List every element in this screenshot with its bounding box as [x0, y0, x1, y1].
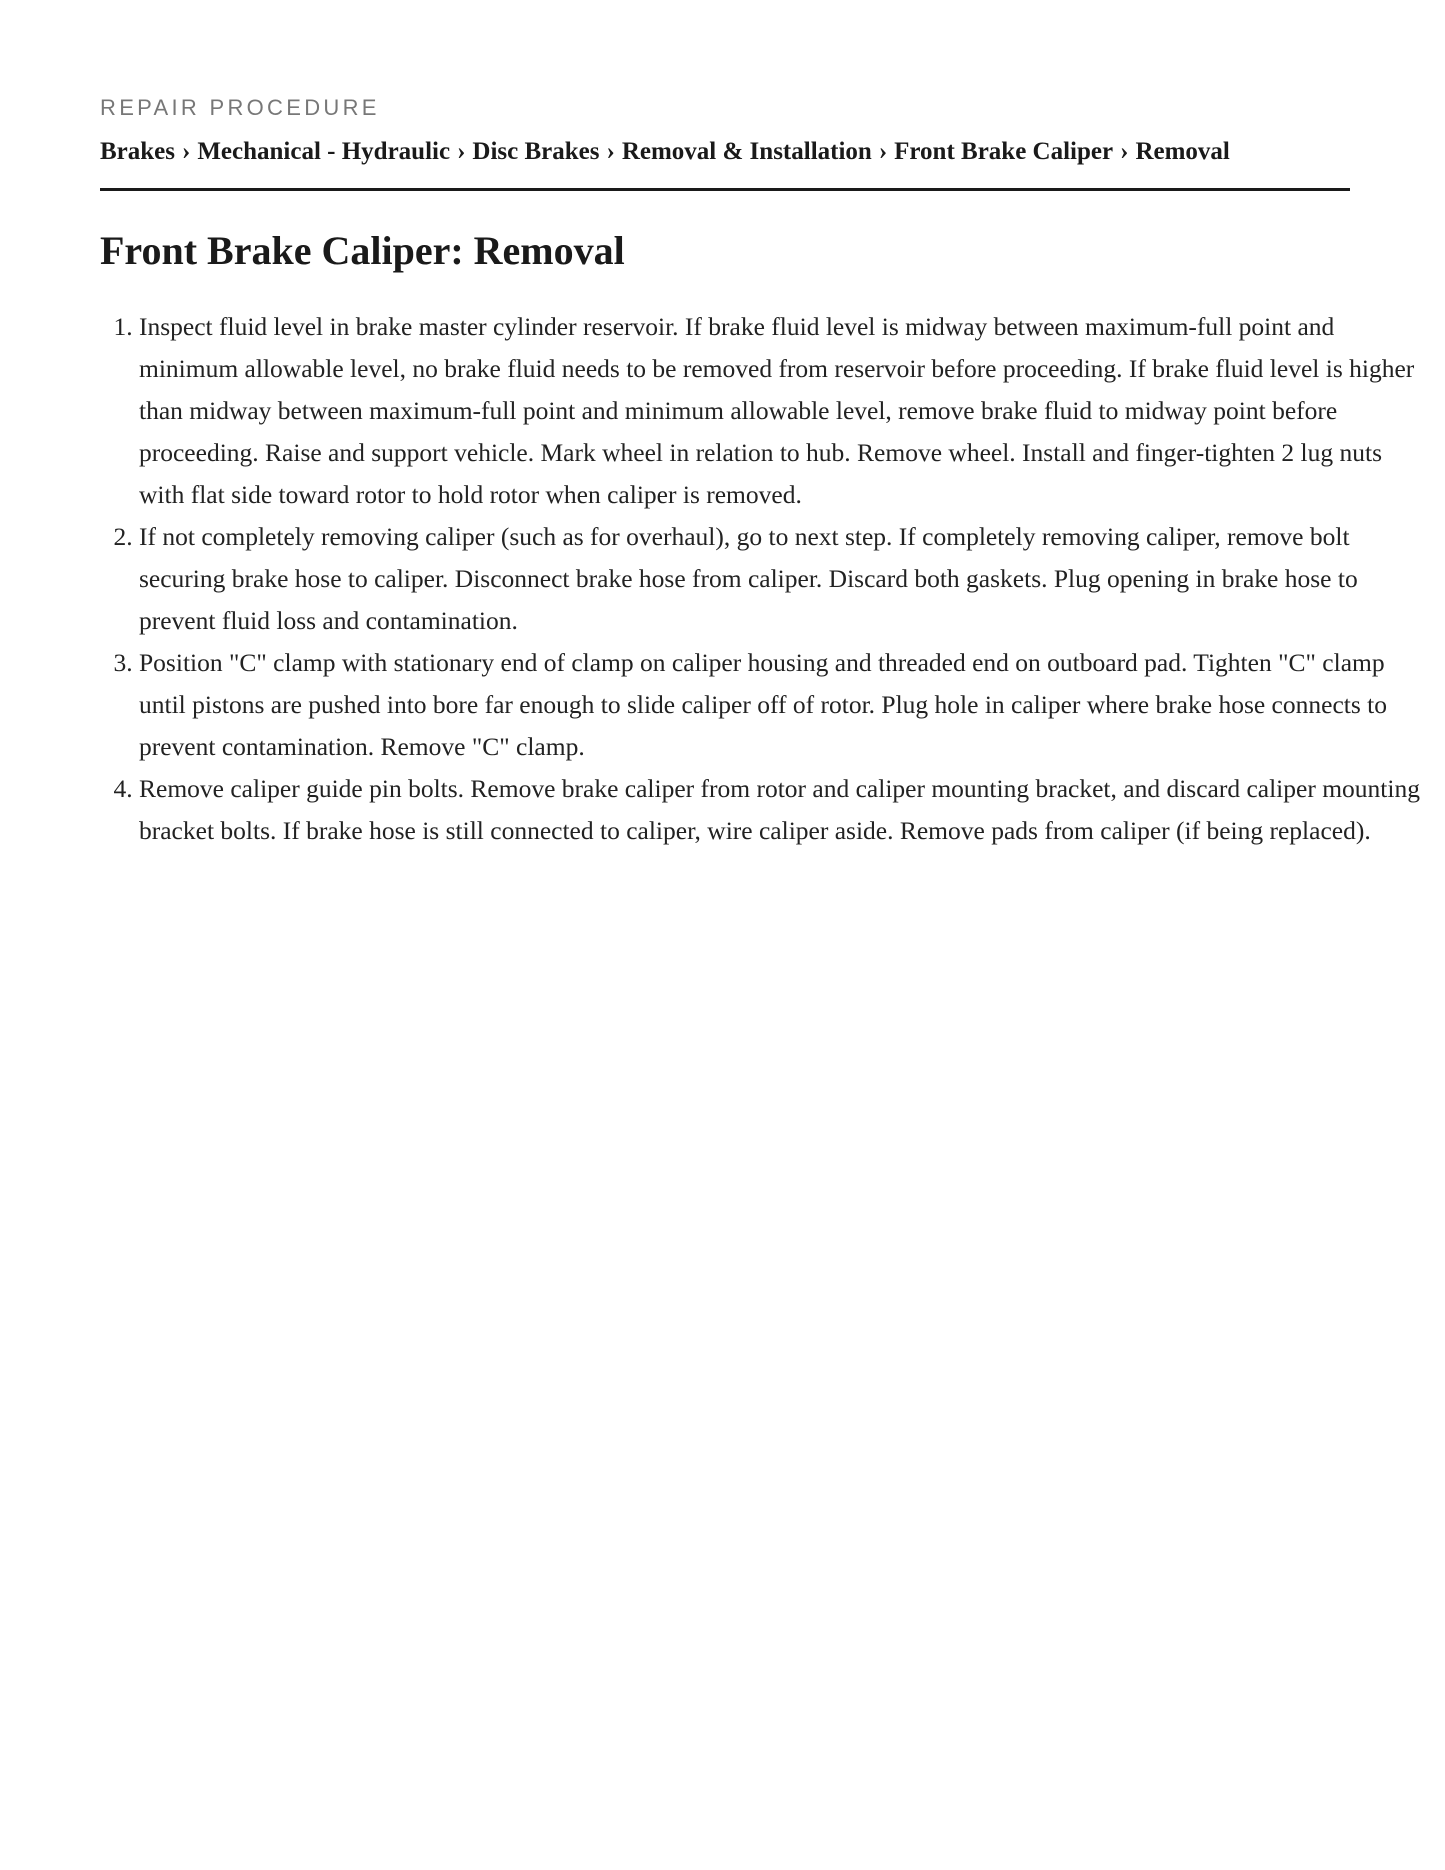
breadcrumb-item-removal-installation[interactable]: Removal & Installation [621, 138, 872, 165]
breadcrumb-item-removal: Removal [1135, 138, 1230, 165]
breadcrumb-separator: › [182, 138, 191, 165]
breadcrumb-separator: › [1120, 138, 1129, 165]
procedure-steps [100, 306, 1429, 852]
breadcrumb-separator: › [878, 138, 888, 165]
document-page [100, 94, 1420, 852]
step-item: 4. Remove caliper guide pin bolts. Remove brake caliper from rotor and caliper mounting bracket, and discard caliper mounting bracket bolts. If brake hose is still connected to caliper, wire caliper aside. Remove pads from caliper (if being replaced). [139, 768, 1429, 852]
breadcrumb-item-brakes[interactable]: Brakes [100, 138, 175, 165]
step-item: 1. Inspect fluid level in brake master cylinder reservoir. If brake fluid level is midway between maximum-full point and minimum allowable level, no brake fluid needs to be removed from reservoir before proceeding. If brake fluid level is higher than midway between maximum-full point and minimum allowable level, remove brake fluid to midway point before proceeding. Raise and support vehicle. Mark wheel in relation to hub. Remove wheel. Install and finger-tighten 2 lug nuts with flat side toward rotor to hold rotor when caliper is removed. [139, 306, 1429, 516]
page-title: Front Brake Caliper: Removal [100, 228, 625, 273]
step-item: 2. If not completely removing caliper (such as for overhaul), go to next step. If completely removing caliper, remove bolt securing brake hose to caliper. Disconnect brake hose from caliper. Discard both gaskets. Plug opening in brake hose to prevent fluid loss and contamination. [139, 516, 1429, 642]
breadcrumb-separator: › [457, 138, 466, 165]
breadcrumb [100, 136, 1350, 168]
breadcrumb-item-disc-brakes[interactable]: Disc Brakes [472, 138, 600, 165]
breadcrumb-item-front-brake-caliper[interactable]: Front Brake Caliper [894, 138, 1114, 165]
step-item: 3. Position "C" clamp with stationary end of clamp on caliper housing and threaded end on outboard pad. Tighten "C" clamp until pistons are pushed into bore far enough to slide caliper off of rotor. Plug hole in caliper where brake hose connects to prevent contamination. Remove "C" clamp. [139, 642, 1429, 768]
breadcrumb-separator: › [606, 138, 615, 165]
breadcrumb-item-mechanical-hydraulic[interactable]: Mechanical - Hydraulic [197, 138, 451, 165]
header-divider [100, 188, 1350, 191]
section-kicker: REPAIR PROCEDURE [100, 95, 380, 120]
